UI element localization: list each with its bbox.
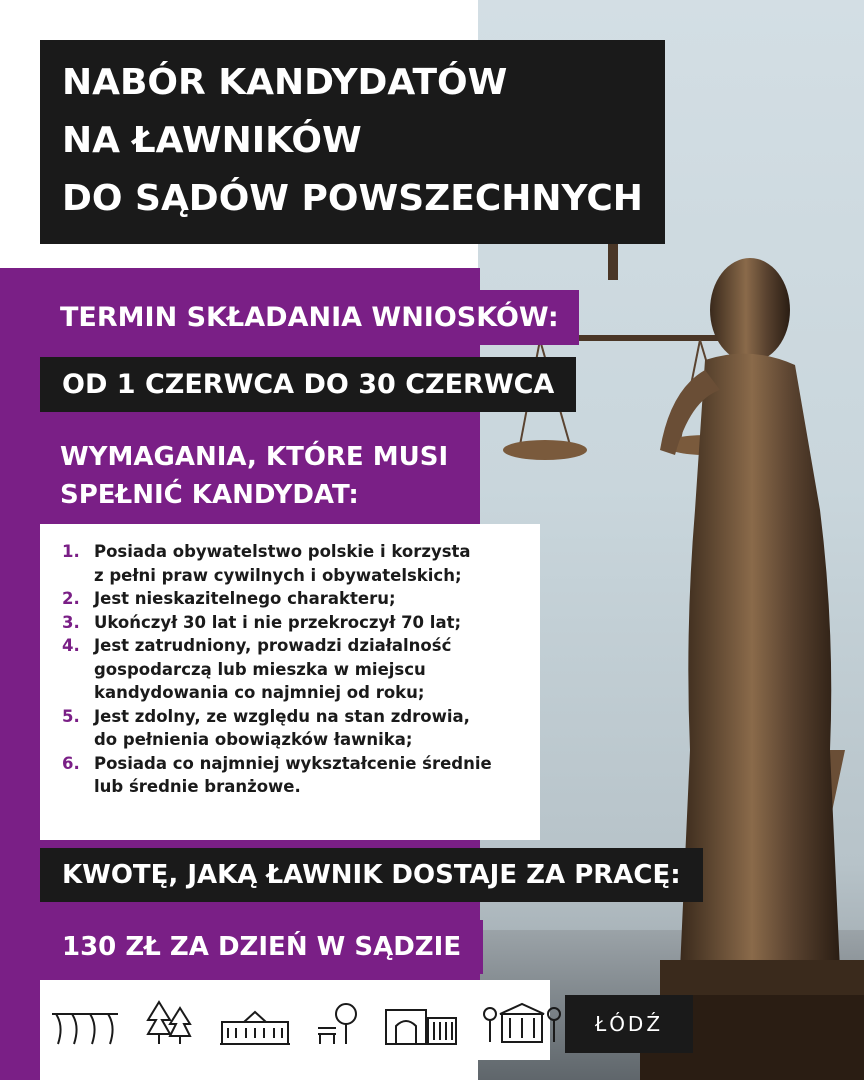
item-number: 1. bbox=[62, 542, 80, 561]
requirements-heading-line-2: SPEŁNIĆ KANDYDAT: bbox=[60, 480, 359, 510]
gate-building-icon bbox=[384, 1004, 458, 1046]
list-item bbox=[62, 634, 522, 705]
list-item bbox=[62, 705, 522, 752]
item-text: Posiada co najmniej wykształcenie średnie lub średnie branżowe. bbox=[94, 753, 492, 796]
headline-line-1: NABÓR KANDYDATÓW bbox=[62, 62, 508, 103]
list-item bbox=[62, 752, 522, 799]
item-text: Jest zdolny, ze względu na stan zdrowia, do pełnienia obowiązków ławnika; bbox=[94, 706, 470, 749]
item-number: 6. bbox=[62, 753, 80, 773]
logo-text: ŁÓDŹ bbox=[594, 1012, 664, 1036]
deadline-value: OD 1 CZERWCA DO 30 CZERWCA bbox=[40, 357, 576, 412]
requirements-heading-line-1: WYMAGANIA, KTÓRE MUSI bbox=[60, 442, 449, 472]
item-text: Ukończył 30 lat i nie przekroczył 70 lat; bbox=[94, 612, 462, 632]
landmark-icons bbox=[50, 998, 562, 1046]
pay-label: KWOTĘ, JAKĄ ŁAWNIK DOSTAJE ZA PRACĘ: bbox=[40, 848, 703, 902]
requirements-heading bbox=[40, 428, 468, 524]
headline-line-3: DO SĄDÓW POWSZECHNYCH bbox=[62, 178, 643, 219]
item-text: Jest zatrudniony, prowadzi działalność gospodarczą lub mieszka w miejscu kandydowania co najmniej od roku; bbox=[94, 636, 452, 702]
item-number: 2. bbox=[62, 589, 80, 608]
palace-icon bbox=[218, 1006, 292, 1046]
deadline-label: TERMIN SKŁADANIA WNIOSKÓW: bbox=[40, 290, 579, 345]
city-logo bbox=[565, 995, 693, 1053]
item-number: 3. bbox=[62, 612, 80, 632]
list-item bbox=[62, 540, 522, 587]
pavilion-icon bbox=[482, 1000, 562, 1046]
requirements-list bbox=[62, 540, 522, 799]
arches-icon bbox=[50, 1006, 120, 1046]
pay-value: 130 ZŁ ZA DZIEŃ W SĄDZIE bbox=[40, 920, 483, 974]
item-number: 4. bbox=[62, 636, 80, 655]
item-text: Jest nieskazitelnego charakteru; bbox=[94, 589, 396, 608]
park-bench-icon bbox=[316, 1000, 360, 1046]
item-text: Posiada obywatelstwo polskie i korzysta z pełni praw cywilnych i obywatelskich; bbox=[94, 542, 471, 585]
headline bbox=[40, 40, 665, 244]
list-item bbox=[62, 611, 522, 635]
headline-line-2: NA ŁAWNIKÓW bbox=[62, 120, 362, 161]
trees-icon bbox=[144, 998, 194, 1046]
list-item bbox=[62, 587, 522, 611]
lady-justice-statue-image bbox=[490, 110, 864, 1080]
item-number: 5. bbox=[62, 706, 80, 726]
